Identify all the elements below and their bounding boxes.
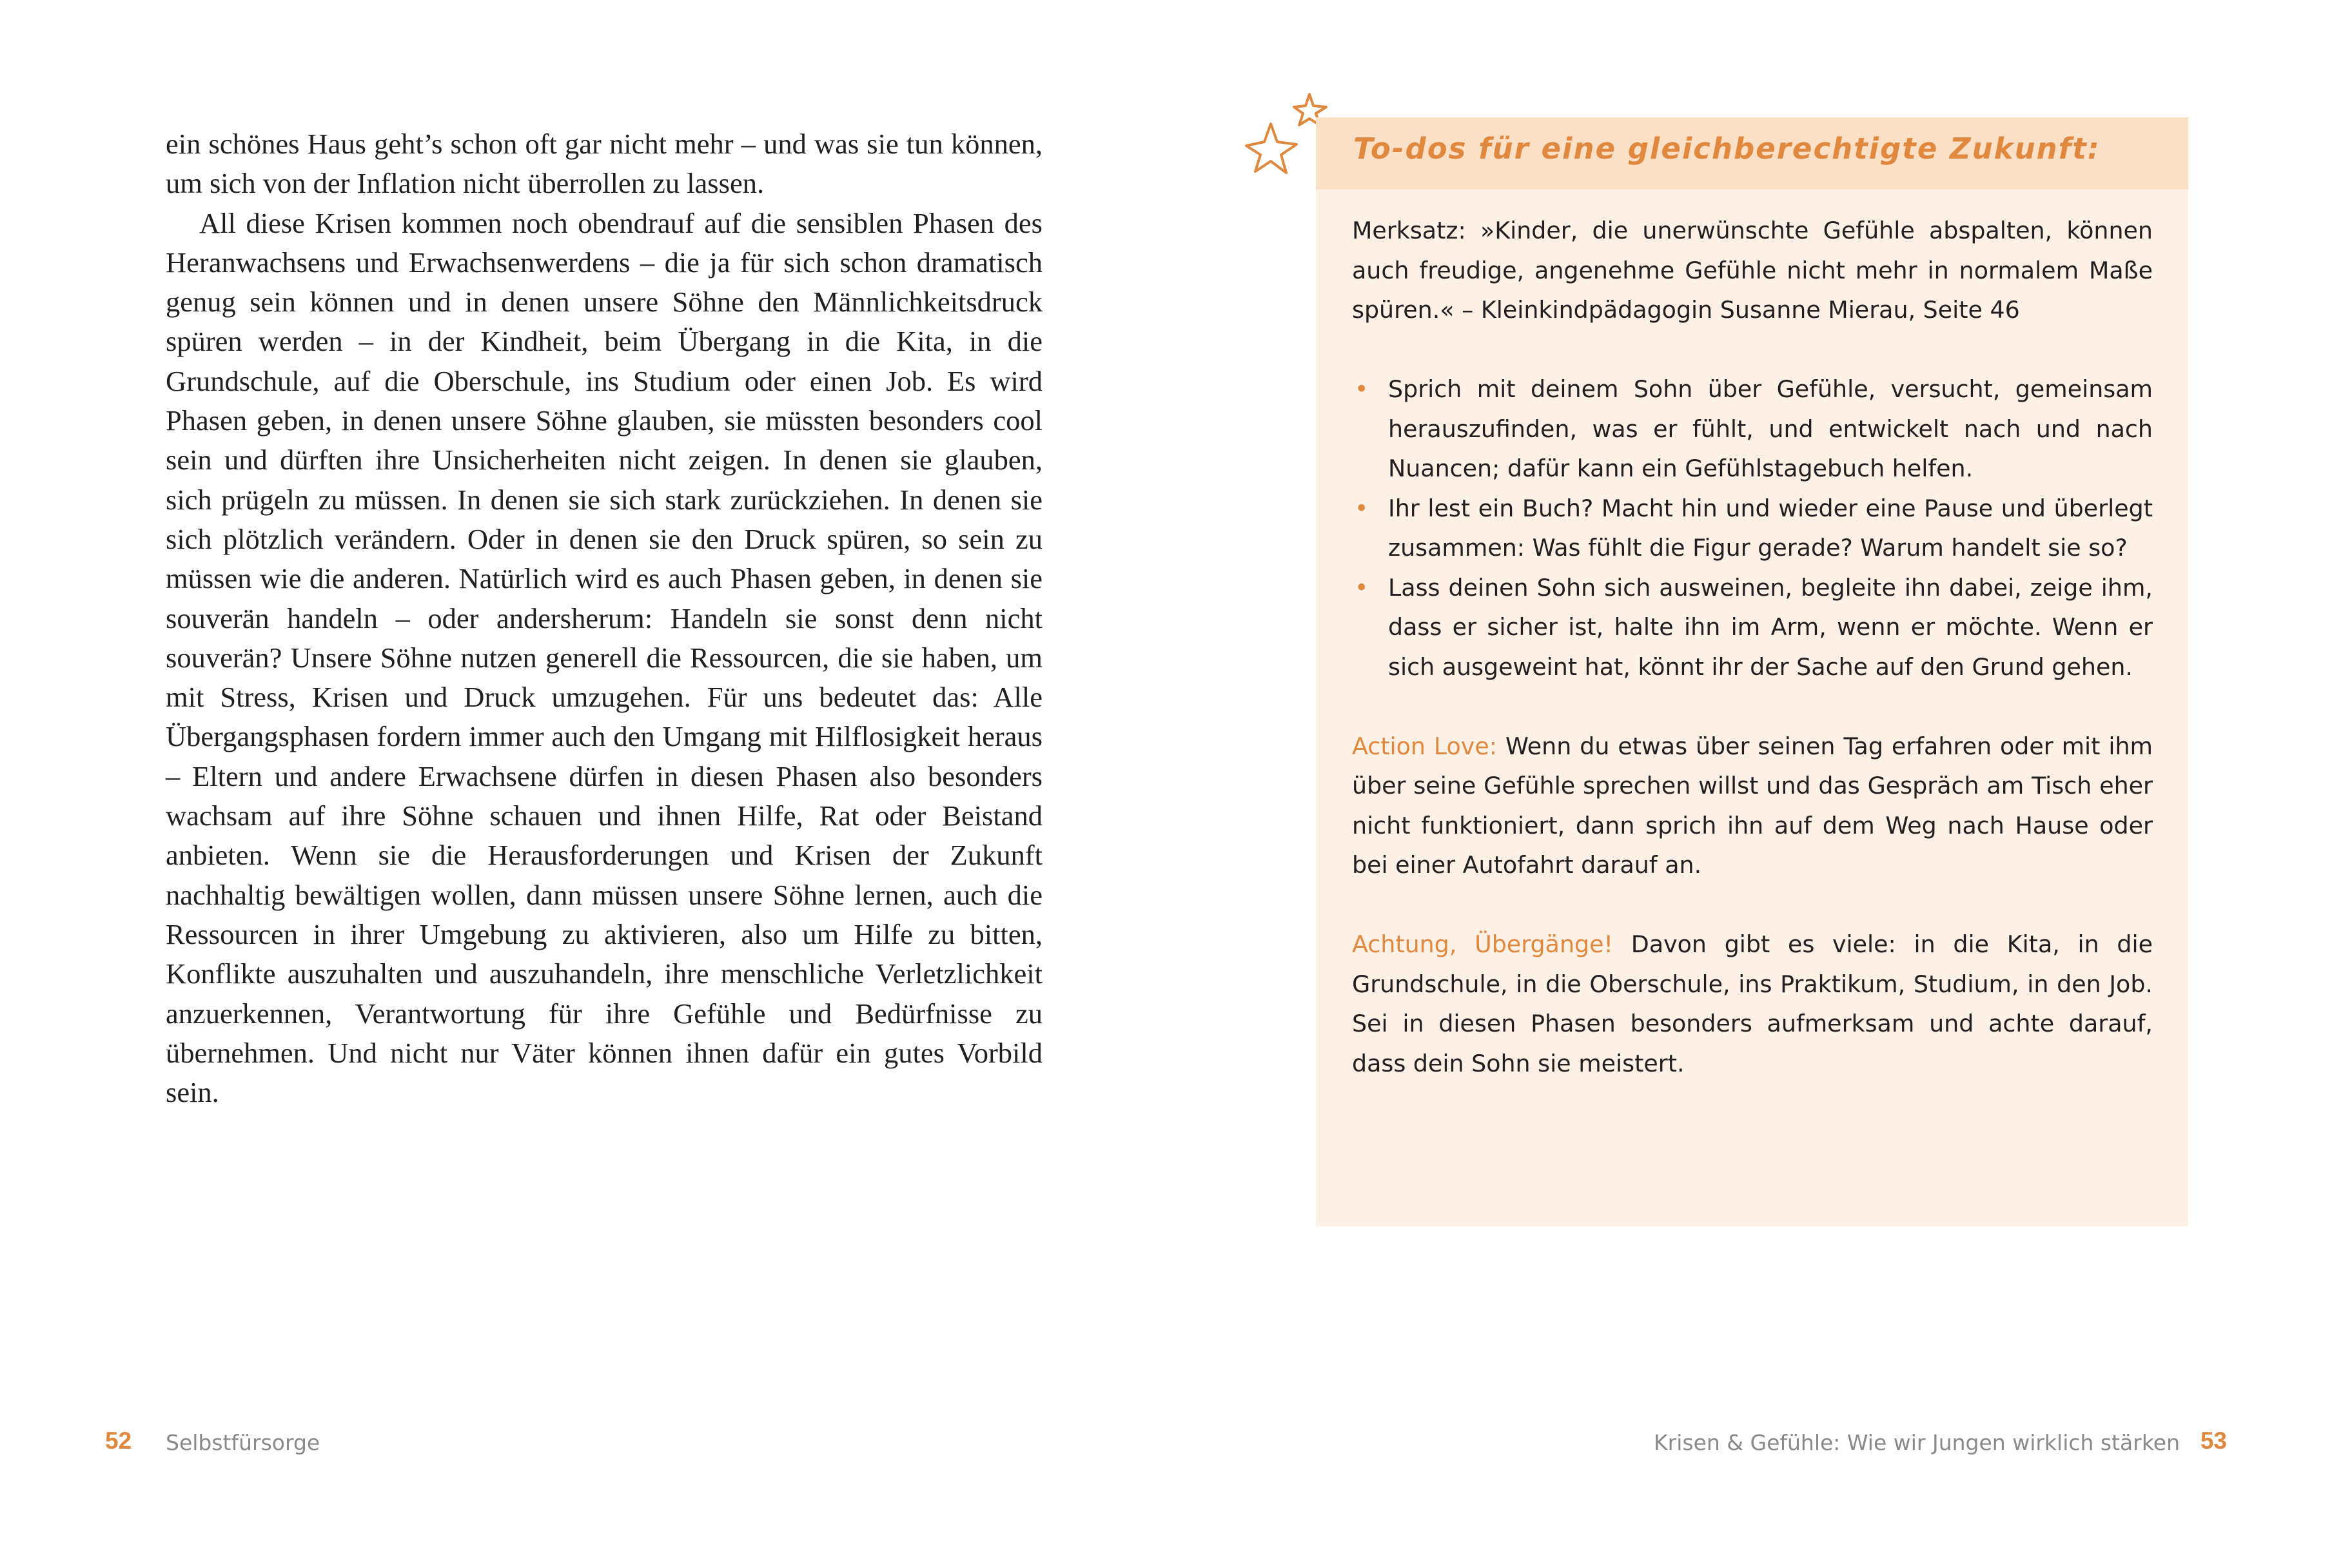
list-item-text: Ihr lest ein Buch? Macht hin und wieder eine Pause und überlegt zusammen: Was fühlt die Figur gerade? Warum handelt sie so? (1388, 494, 2153, 562)
todo-box-header (1316, 117, 2188, 190)
body-text (166, 124, 1043, 1112)
running-head-left: Selbstfürsorge (166, 1430, 320, 1455)
achtung-paragraph (1352, 925, 2153, 1083)
paragraph: All diese Krisen kommen noch obendrauf auf die sensiblen Phasen des Heranwachsens und Erwachsenwerdens – die ja für sich schon dramatisch genug sein können und in denen unsere Söhne den Männlichkeitsdruck spüren werden – in der Kindheit, beim Übergang in die Kita, in die Grundschule, auf die Oberschule, ins Studium oder einen Job. Es wird Phasen geben, in denen unsere Söhne glauben, sie müssten besonders cool sein und dürften ihre Unsicherheiten nicht zeigen. In denen sie glauben, sich prügeln zu müssen. In denen sie sich stark zurückziehen. In denen sie sich plötzlich verändern. Oder in denen sie den Druck spüren, so sein zu müssen wie die anderen. Natürlich wird es auch Phasen geben, in denen sie souverän handeln – oder andersherum: Handeln sie sonst denn nicht souverän? Unsere Söhne nutzen generell die Ressourcen, die sie haben, um mit Stress, Krisen und Druck umzugehen. Für uns bedeutet das: Alle Übergangsphasen fordern immer auch den Umgang mit Hilflosigkeit heraus – Eltern und andere Erwachsene dürfen in diesen Phasen also besonders wachsam auf ihre Söhne schauen und ihnen Hilfe, Rat oder Beistand anbieten. Wenn sie die Herausforderungen und Krisen der Zukunft nachhaltig bewältigen wollen, dann müssen unsere Söhne lernen, auch die Ressourcen in ihrer Umgebung zu aktivieren, also um Hilfe zu bitten, Konflikte auszuhalten und auszuhandeln, ihre menschliche Verletzlichkeit anzuerkennen, Verantwortung für ihre Gefühle und Bedürfnisse zu übernehmen. Und nicht nur Väter können ihnen dafür ein gutes Vorbild sein. (166, 206, 1043, 1109)
action-love-paragraph (1352, 727, 2153, 885)
todo-list (1352, 369, 2153, 687)
page-number-right: 53 (2200, 1427, 2227, 1454)
paragraph: ein schönes Haus geht’s schon oft gar nicht mehr – und was sie tun können, um sich von der Inflation nicht überrollen zu lassen. (166, 128, 1043, 200)
action-love-text: Wenn du etwas über seinen Tag erfahren oder mit ihm über seine Gefühle sprechen willst und das Gespräch am Tisch eher nicht funktioniert, dann sprich ihn auf dem Weg nach Hause oder bei einer Autofahrt darauf an. (1352, 732, 2153, 879)
achtung-text: Davon gibt es viele: in die Kita, in die Grundschule, in die Oberschule, ins Praktikum, Studium, in den Job. Sei in diesen Phasen besonders aufmerksam und achte darauf, dass dein Sohn sie meistert. (1352, 930, 2153, 1077)
page-number-left: 52 (105, 1427, 132, 1454)
todo-box-title: To-dos für eine gleichberechtigte Zukunft: (1353, 132, 2101, 166)
right-page (1166, 0, 2332, 1568)
todo-box (1316, 117, 2188, 1226)
bullet: • (1355, 375, 1369, 403)
bullet: • (1355, 573, 1369, 602)
list-item-text: Lass deinen Sohn sich ausweinen, begleite ihn dabei, zeige ihm, dass er sicher ist, halte ihn im Arm, wenn er möchte. Wenn er sich ausgeweint hat, könnt ihr der Sache auf den Grund gehen. (1388, 573, 2153, 681)
action-love-label: Action Love: (1352, 732, 1497, 760)
list-item (1352, 568, 2153, 687)
todo-box-content (1352, 211, 2153, 1083)
list-item-text: Sprich mit deinem Sohn über Gefühle, versucht, gemeinsam herauszufinden, was er fühlt, und entwickelt nach und nach Nuancen; dafür kann ein Gefühlstagebuch helfen. (1388, 375, 2153, 482)
list-item (1352, 489, 2153, 568)
list-item (1352, 369, 2153, 489)
bullet: • (1355, 494, 1369, 522)
achtung-label: Achtung, Übergänge! (1352, 930, 1614, 958)
merksatz: Merksatz: »Kinder, die unerwünschte Gefühle abspalten, können auch freudige, angenehme Gefühle nicht mehr in normalem Maße spüren.« – Kleinkindpädagogin Susanne Mierau, Seite 46 (1352, 217, 2153, 324)
running-head-right: Krisen & Gefühle: Wie wir Jungen wirklich stärken (1654, 1430, 2180, 1455)
